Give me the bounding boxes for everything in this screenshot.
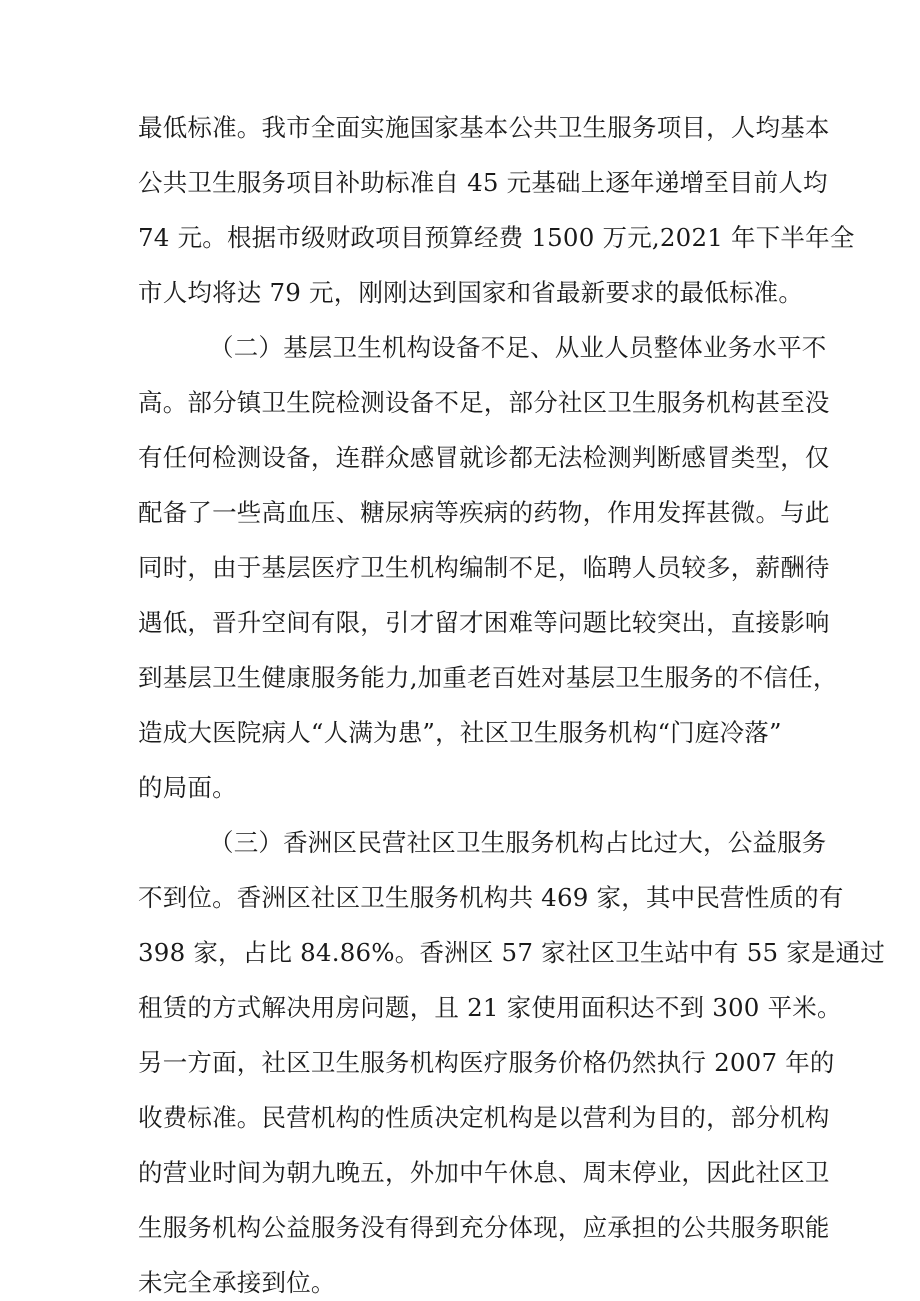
section-heading-line: （三）香洲区民营社区卫生服务机构占比过大，公益服务	[209, 828, 827, 857]
text-line: 生服务机构公益服务没有得到充分体现，应承担的公共服务职能	[138, 1213, 830, 1242]
text-line: 同时，由于基层医疗卫生机构编制不足，临聘人员较多，薪酬待	[138, 553, 830, 582]
text-line: 不到位。香洲区社区卫生服务机构共 469 家，其中民营性质的有	[138, 883, 844, 912]
section-heading-line: （二）基层卫生机构设备不足、从业人员整体业务水平不	[209, 333, 827, 362]
text-line: 遇低，晋升空间有限，引才留才困难等问题比较突出，直接影响	[138, 608, 830, 637]
text-line: 造成大医院病人“人满为患”，社区卫生服务机构“门庭冷落”	[138, 718, 782, 747]
text-line: 另一方面，社区卫生服务机构医疗服务价格仍然执行 2007 年的	[138, 1048, 835, 1077]
text-line: 398 家，占比 84.86%。香洲区 57 家社区卫生站中有 55 家是通过	[138, 938, 886, 967]
text-line: 高。部分镇卫生院检测设备不足，部分社区卫生服务机构甚至没	[138, 388, 830, 417]
text-line: 市人均将达 79 元，刚刚达到国家和省最新要求的最低标准。	[138, 278, 804, 307]
text-line: 到基层卫生健康服务能力,加重老百姓对基层卫生服务的不信任，	[138, 663, 838, 692]
text-line: 的营业时间为朝九晚五，外加中午休息、周末停业，因此社区卫	[138, 1158, 830, 1187]
text-line: 的局面。	[138, 773, 237, 802]
text-line: 未完全承接到位。	[138, 1268, 336, 1297]
text-line: 有任何检测设备，连群众感冒就诊都无法检测判断感冒类型，仅	[138, 443, 830, 472]
text-line: 74 元。根据市级财政项目预算经费 1500 万元,2021 年下半年全	[138, 223, 855, 252]
text-line: 最低标准。我市全面实施国家基本公共卫生服务项目，人均基本	[138, 113, 830, 142]
text-line: 租赁的方式解决用房问题，且 21 家使用面积达不到 300 平米。	[138, 993, 842, 1022]
text-line: 收费标准。民营机构的性质决定机构是以营利为目的，部分机构	[138, 1103, 830, 1132]
text-line: 公共卫生服务项目补助标准自 45 元基础上逐年递增至目前人均	[138, 168, 828, 197]
text-line: 配备了一些高血压、糖尿病等疾病的药物，作用发挥甚微。与此	[138, 498, 830, 527]
